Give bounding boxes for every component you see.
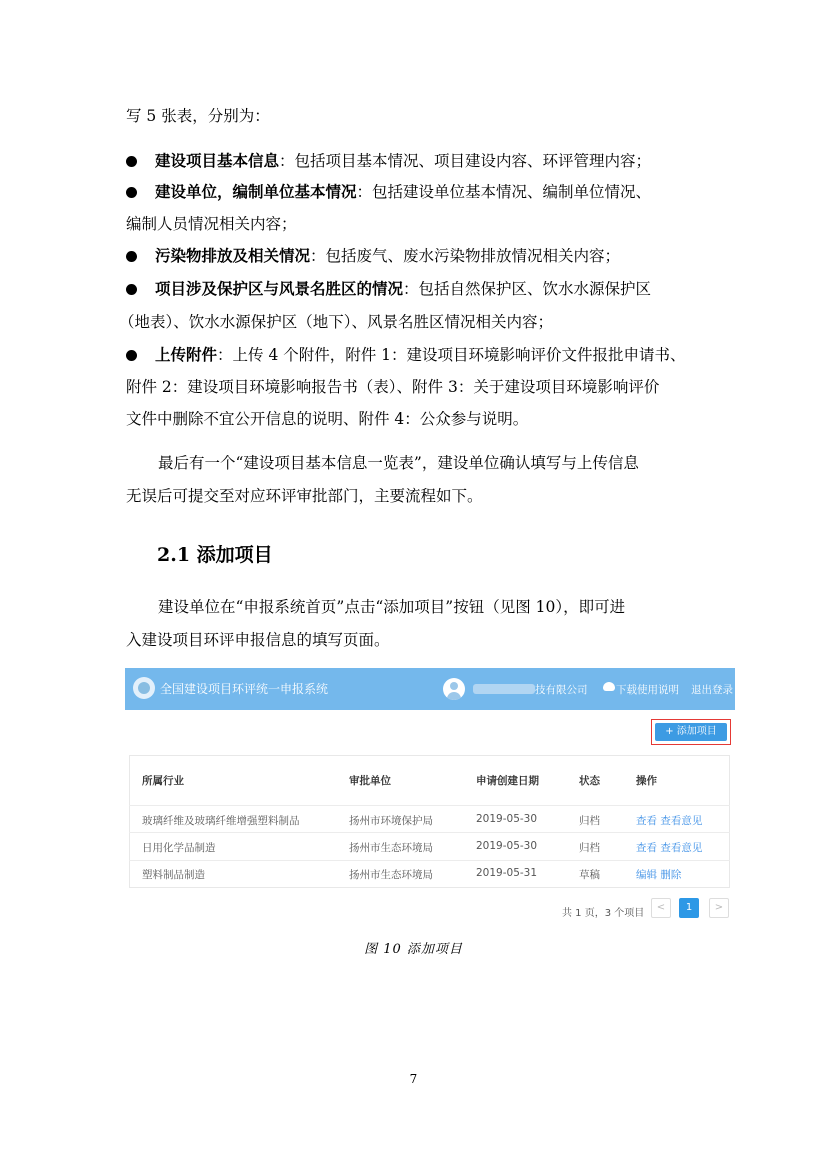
emblem-logo-icon bbox=[133, 677, 155, 699]
cell-status: 归档 bbox=[579, 815, 600, 827]
cell-actions[interactable]: 查看 查看意见 bbox=[636, 815, 703, 827]
cell-industry: 玻璃纤维及玻璃纤维增强塑料制品 bbox=[142, 815, 300, 827]
cell-date: 2019-05-30 bbox=[476, 840, 538, 852]
bullet-item-5 bbox=[155, 345, 686, 365]
column-header-date: 申请创建日期 bbox=[476, 775, 539, 787]
intro-line: 写 5 张表，分别为： bbox=[126, 107, 270, 125]
column-header-status: 状态 bbox=[579, 775, 600, 787]
bullet-icon bbox=[126, 350, 137, 361]
top-navbar bbox=[125, 668, 735, 710]
bullet-item-1-title: 建设项目基本信息 bbox=[155, 151, 280, 170]
row-divider bbox=[129, 805, 730, 806]
bullet-icon bbox=[126, 187, 137, 198]
cell-actions[interactable]: 查看 查看意见 bbox=[636, 842, 703, 854]
cell-date: 2019-05-31 bbox=[476, 867, 538, 879]
bullet-item-3-text: ：包括废气、废水污染物排放情况相关内容； bbox=[310, 247, 621, 265]
paragraph-line: 最后有一个“建设项目基本信息一览表”，建设单位确认填写与上传信息 bbox=[158, 454, 639, 472]
bullet-item-2-text: ：包括建设单位基本情况、编制单位情况、 bbox=[356, 183, 652, 201]
column-header-authority: 审批单位 bbox=[349, 775, 391, 787]
column-header-industry: 所属行业 bbox=[142, 775, 184, 787]
section-heading: 2.1 添加项目 bbox=[157, 544, 273, 566]
download-manual-link[interactable]: 下载使用说明 bbox=[616, 684, 679, 696]
page-number: 7 bbox=[409, 1072, 418, 1086]
app-title: 全国建设项目环评统一申报系统 bbox=[160, 682, 329, 696]
cell-authority: 扬州市生态环境局 bbox=[349, 869, 433, 881]
cell-industry: 日用化学品制造 bbox=[142, 842, 216, 854]
blurred-company-name bbox=[473, 684, 535, 694]
cell-authority: 扬州市生态环境局 bbox=[349, 842, 433, 854]
bullet-item-4-text: ：包括自然保护区、饮水水源保护区 bbox=[403, 280, 652, 298]
bullet-icon bbox=[126, 156, 137, 167]
bullet-item-2 bbox=[155, 182, 651, 202]
logout-link[interactable]: 退出登录 bbox=[691, 684, 733, 696]
bullet-item-3 bbox=[155, 246, 620, 266]
cloud-download-icon[interactable] bbox=[603, 682, 615, 691]
paragraph-line: 入建设项目环评申报信息的填写页面。 bbox=[126, 631, 390, 649]
cell-date: 2019-05-30 bbox=[476, 813, 538, 825]
bullet-item-4-title: 项目涉及保护区与风景名胜区的情况 bbox=[155, 279, 404, 298]
add-project-button[interactable]: + 添加项目 bbox=[655, 723, 727, 741]
pager-prev-button[interactable]: < bbox=[651, 898, 671, 918]
cell-status: 归档 bbox=[579, 842, 600, 854]
pager-page-1[interactable]: 1 bbox=[679, 898, 699, 918]
system-screenshot bbox=[125, 668, 735, 930]
bullet-item-5-cont2: 文件中删除不宜公开信息的说明、附件 4：公众参与说明。 bbox=[126, 410, 529, 428]
bullet-item-5-title: 上传附件 bbox=[155, 345, 218, 364]
bullet-item-3-title: 污染物排放及相关情况 bbox=[155, 246, 311, 265]
bullet-item-2-cont: 编制人员情况相关内容； bbox=[126, 215, 297, 233]
bullet-item-2-title: 建设单位，编制单位基本情况 bbox=[155, 182, 357, 201]
bullet-item-5-cont1: 附件 2：建设项目环境影响报告书（表）、附件 3：关于建设项目环境影响评价 bbox=[126, 378, 660, 396]
cell-authority: 扬州市环境保护局 bbox=[349, 815, 433, 827]
bullet-item-1 bbox=[155, 151, 651, 171]
cell-status: 草稿 bbox=[579, 869, 600, 881]
row-divider bbox=[129, 832, 730, 833]
cell-actions[interactable]: 编辑 删除 bbox=[636, 869, 682, 881]
bullet-icon bbox=[126, 284, 137, 295]
figure-caption: 图 10 添加项目 bbox=[364, 942, 463, 957]
bullet-item-1-text: ：包括项目基本情况、项目建设内容、环评管理内容； bbox=[279, 152, 652, 170]
user-avatar-icon[interactable] bbox=[443, 678, 465, 700]
company-name: 技有限公司 bbox=[535, 684, 588, 696]
column-header-actions: 操作 bbox=[636, 775, 657, 787]
paragraph-line: 建设单位在“申报系统首页”点击“添加项目”按钮（见图 10），即可进 bbox=[158, 598, 626, 616]
row-divider bbox=[129, 860, 730, 861]
bullet-item-4 bbox=[155, 279, 651, 299]
bullet-item-4-cont: （地表）、饮水水源保护区（地下）、风景名胜区情况相关内容； bbox=[119, 313, 554, 331]
paragraph-line: 无误后可提交至对应环评审批部门，主要流程如下。 bbox=[126, 487, 483, 505]
bullet-icon bbox=[126, 251, 137, 262]
pager-summary: 共 1 页，3 个项目 bbox=[562, 908, 645, 919]
cell-industry: 塑料制品制造 bbox=[142, 869, 205, 881]
bullet-item-5-text: ：上传 4 个附件，附件 1：建设项目环境影响评价文件报批申请书、 bbox=[217, 346, 686, 364]
pager-next-button[interactable]: > bbox=[709, 898, 729, 918]
